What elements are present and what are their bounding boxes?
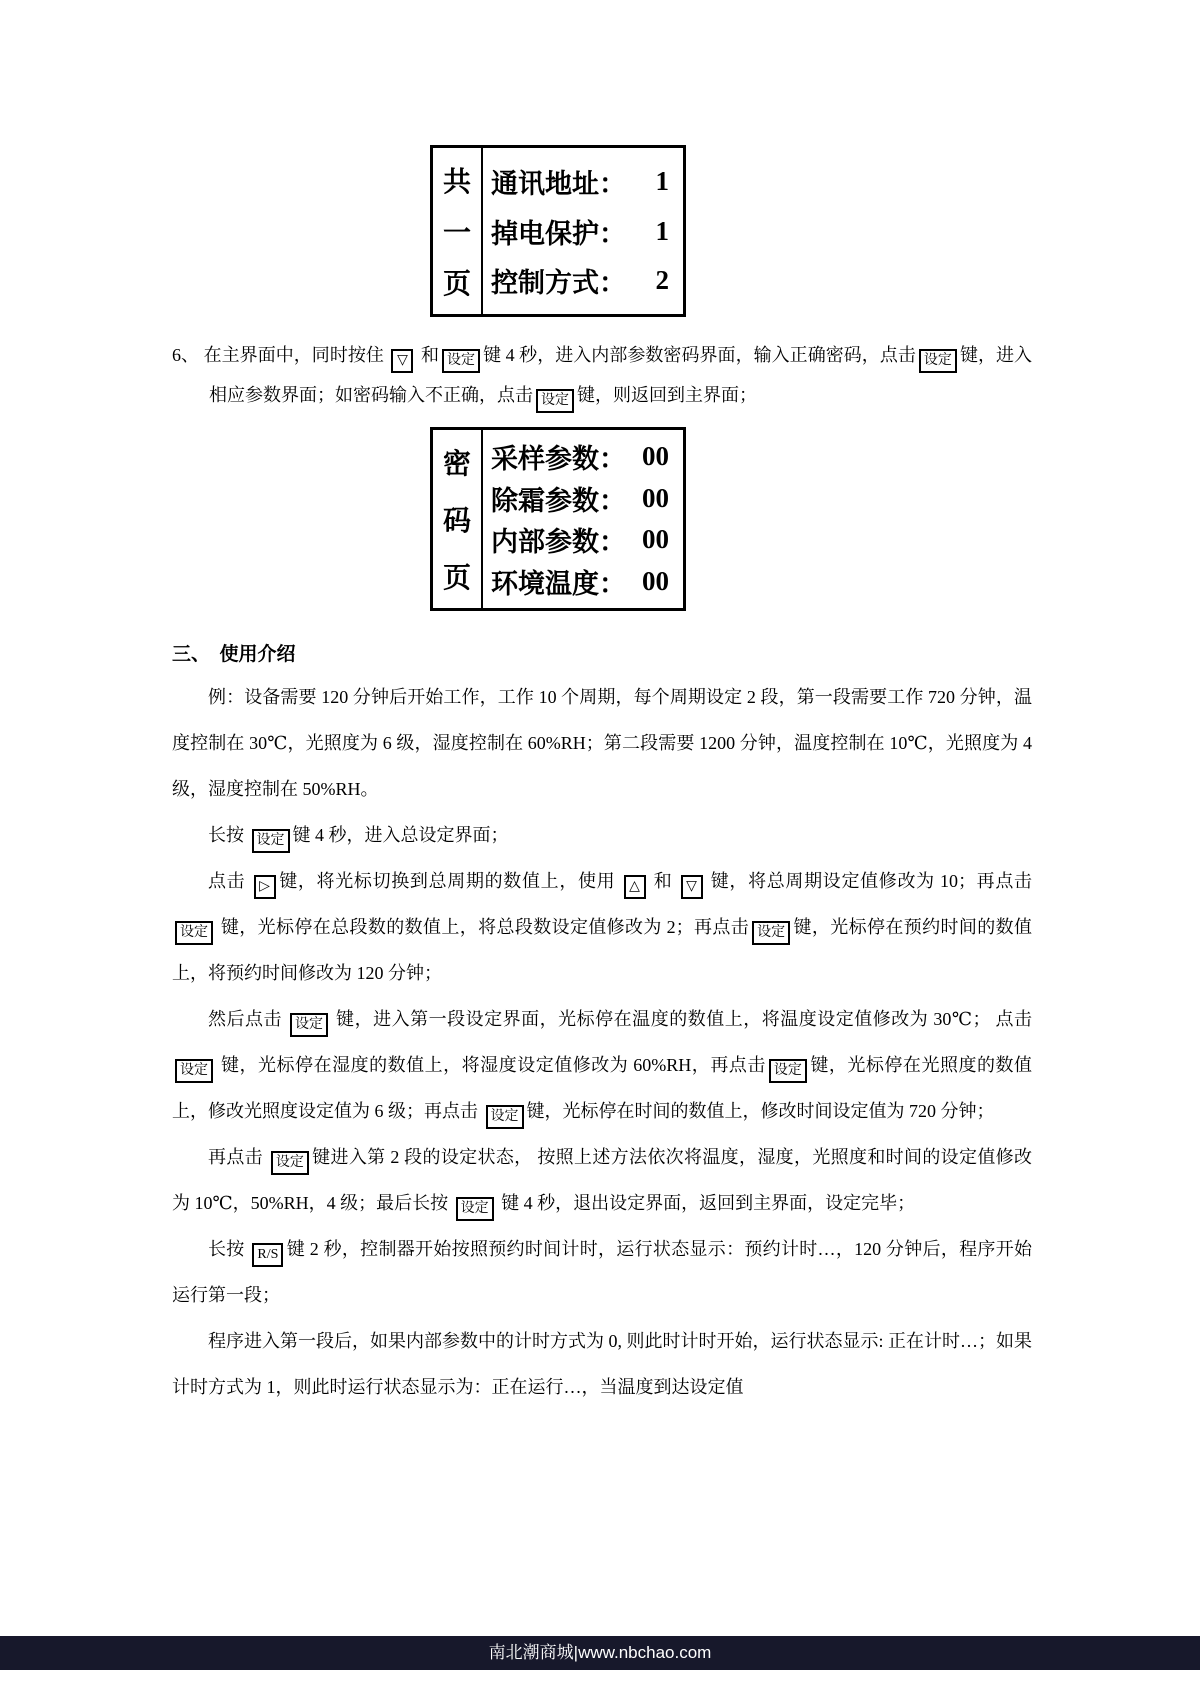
- display-side-label: [433, 148, 483, 314]
- display-rows: [483, 148, 683, 314]
- row-label: 采样参数：: [491, 443, 626, 474]
- run-stop-key-icon: R/S: [252, 1243, 283, 1267]
- side-label-char: 页: [442, 269, 471, 300]
- side-label-char: 密: [442, 449, 471, 480]
- row-value: 1: [655, 166, 669, 197]
- display-row: [491, 479, 669, 518]
- display-row: [491, 437, 669, 476]
- set-key-icon: 设定: [442, 349, 480, 373]
- row-label: 控制方式：: [491, 267, 626, 298]
- set-key-icon: 设定: [752, 921, 790, 945]
- set-key-icon: 设定: [175, 1059, 213, 1083]
- row-value: 1: [655, 215, 669, 246]
- side-label-char: 码: [442, 506, 471, 537]
- up-arrow-key-icon: △: [624, 875, 646, 899]
- list-item-6: 6、 在主界面中，同时按住 ▽ 和 设定 键 4 秒，进入内部参数密码界面，输入正确密码，点击 设定 键，进入相应参数界面；如密码输入不正确，点击 设定 键，则返回到主界面；: [172, 335, 1032, 415]
- display-row: [491, 520, 669, 559]
- lcd-display-common-page: [430, 145, 686, 317]
- paragraph-example: 例：设备需要 120 分钟后开始工作，工作 10 个周期，每个周期设定 2 段，第一段需要工作 720 分钟，温度控制在 30℃，光照度为 6 级，湿度控制在 60%RH；第二段需要 1200 分钟，温度控制在 10℃，光照度为 4 级，湿度控制在 50%RH。: [172, 687, 1032, 799]
- paragraph-timing-mode: 程序进入第一段后，如果内部参数中的计时方式为 0, 则此时计时开始，运行状态显示: 正在计时…；如果计时方式为 1，则此时运行状态显示为：正在运行…，当温度到达设定值: [172, 1331, 1032, 1397]
- down-arrow-key-icon: ▽: [391, 349, 413, 373]
- row-label: 内部参数：: [491, 527, 626, 558]
- row-label: 掉电保护：: [491, 218, 626, 249]
- down-arrow-key-icon: ▽: [681, 875, 703, 899]
- row-value: 00: [642, 524, 669, 555]
- row-label: 除霜参数：: [491, 485, 626, 516]
- paragraph-segment2: 再点击 设定 键进入第 2 段的设定状态， 按照上述方法依次将温度，湿度，光照度和时间的设定值修改为 10℃，50%RH，4 级；最后长按 设定 键 4 秒，退出设定界面，返回到主界面，设定完毕；: [172, 1134, 1032, 1226]
- paragraph-long-press: 长按 设定 键 4 秒，进入总设定界面；: [172, 812, 1032, 858]
- side-label-char: 共: [442, 167, 471, 198]
- set-key-icon: 设定: [290, 1013, 328, 1037]
- row-value: 2: [655, 264, 669, 295]
- lcd-display-password-page: [430, 427, 686, 611]
- set-key-icon: 设定: [456, 1197, 494, 1221]
- set-key-icon: 设定: [536, 389, 574, 413]
- set-key-icon: 设定: [175, 921, 213, 945]
- row-label: 环境温度：: [491, 569, 626, 600]
- set-key-icon: 设定: [486, 1105, 524, 1129]
- row-value: 00: [642, 482, 669, 513]
- set-key-icon: 设定: [769, 1059, 807, 1083]
- section-heading: 三、 使用介绍: [172, 644, 296, 665]
- display-row: [491, 162, 669, 201]
- set-key-icon: 设定: [919, 349, 957, 373]
- paragraph-run-start: 长按 R/S 键 2 秒，控制器开始按照预约时间计时，运行状态显示：预约计时…，120 分钟后，程序开始运行第一段；: [172, 1239, 1033, 1305]
- side-label-char: 一: [442, 218, 471, 249]
- right-arrow-key-icon: ▷: [254, 875, 276, 899]
- footer-watermark: 南北潮商城|www.nbchao.com: [0, 1636, 1200, 1670]
- set-key-icon: 设定: [252, 829, 290, 853]
- paragraph-cycle-setting: 点击 ▷ 键，将光标切换到总周期的数值上，使用 △ 和 ▽ 键，将总周期设定值修改为 10；再点击设定 键，光标停在总段数的数值上，将总段数设定值修改为 2；再点击 设定 键，光标停在预约时间的数值上，将预约时间修改为 120 分钟；: [172, 871, 1033, 983]
- display-side-label: [433, 430, 483, 608]
- display-rows: [483, 430, 683, 608]
- display-row: [491, 562, 669, 601]
- row-label: 通讯地址：: [491, 169, 626, 200]
- row-value: 00: [642, 440, 669, 471]
- row-value: 00: [642, 566, 669, 597]
- display-row: [491, 261, 669, 300]
- paragraph-segment1: 然后点击 设定 键，进入第一段设定界面，光标停在温度的数值上，将温度设定值修改为 30℃； 点击 设定 键，光标停在湿度的数值上，将湿度设定值修改为 60%RH，再点击 设定 键，光标停在光照度的数值上，修改光照度设定值为 6 级；再点击 设定 键，光标停在时间的数值上，修改时间设定值为 720 分钟；: [172, 996, 1032, 1134]
- set-key-icon: 设定: [271, 1151, 309, 1175]
- display-row: [491, 212, 669, 251]
- side-label-char: 页: [442, 563, 471, 594]
